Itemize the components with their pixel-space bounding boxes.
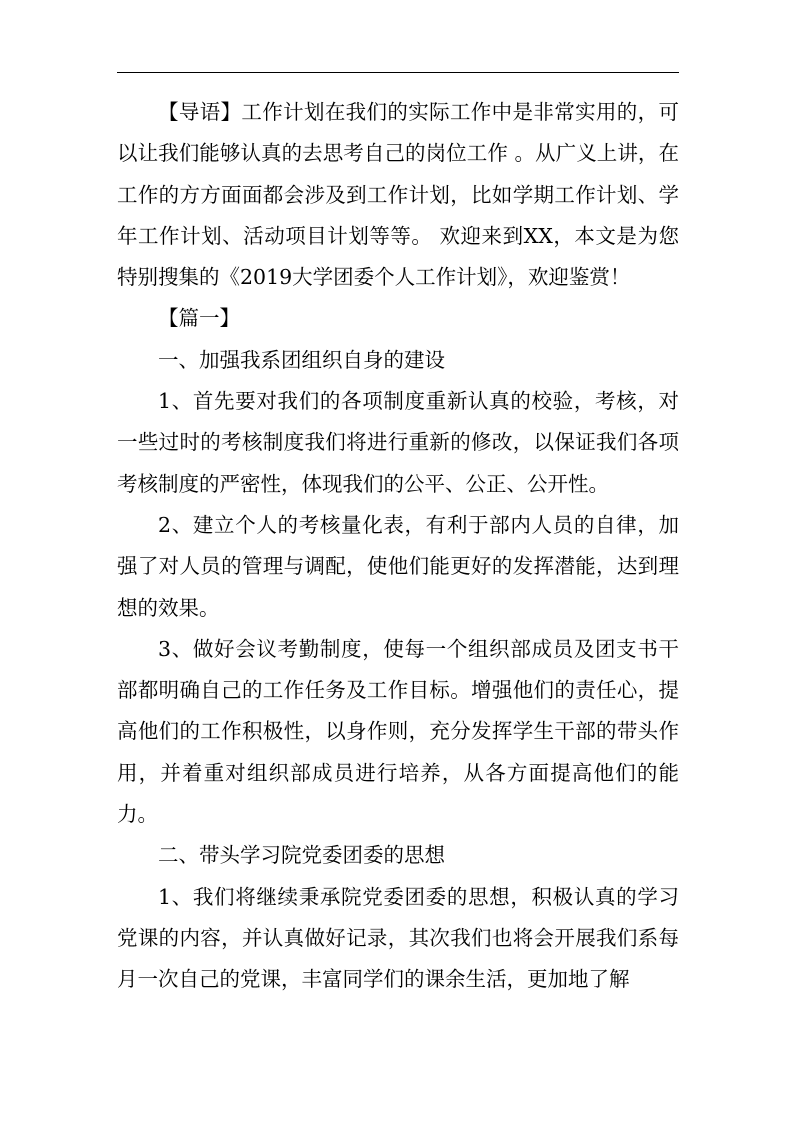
section-heading-1: 一、加强我系团组织自身的建设 (158, 347, 445, 372)
section-heading-part-one: 【篇一】 (158, 306, 240, 331)
paragraph-1-2: 2、建立个人的考核量化表，有利于部内人员的自律，加强了对人员的管理与调配，使他们能更好的发挥潜能，达到理想的效果。 (117, 512, 679, 620)
section-heading-2: 二、带头学习院党委团委的思想 (158, 843, 445, 868)
paragraph-1-1: 1、首先要对我们的各项制度重新认真的校验，考核，对一些过时的考核制度我们将进行重新的修改，以保证我们各项考核制度的严密性，体现我们的公平、公正、公开性。 (117, 389, 679, 496)
paragraph-2-1: 1、我们将继续秉承院党委团委的思想，积极认真的学习党课的内容，并认真做好记录，其次我们也将会开展我们系每月一次自己的党课，丰富同学们的课余生活，更加地了解 (117, 884, 679, 992)
intro-paragraph: 【导语】工作计划在我们的实际工作中是非常实用的，可以让我们能够认真的去思考自己的岗位工作 。从广义上讲，在工作的方方面面都会涉及到工作计划，比如学期工作计划、学年工作计划、活动项目计划等等。 欢迎来到XX，本文是为您特别搜集的《2019大学团委个人工作计划》，欢迎鉴赏！ (117, 100, 679, 290)
header-rule (117, 72, 679, 73)
paragraph-1-3: 3、做好会议考勤制度，使每一个组织部成员及团支书干部都明确自己的工作任务及工作目标。增强他们的责任心，提高他们的工作积极性，以身作则，充分发挥学生干部的带头作用，并着重对组织部成员进行培养，从各方面提高他们的能力。 (117, 636, 679, 827)
document-body (117, 92, 679, 1001)
